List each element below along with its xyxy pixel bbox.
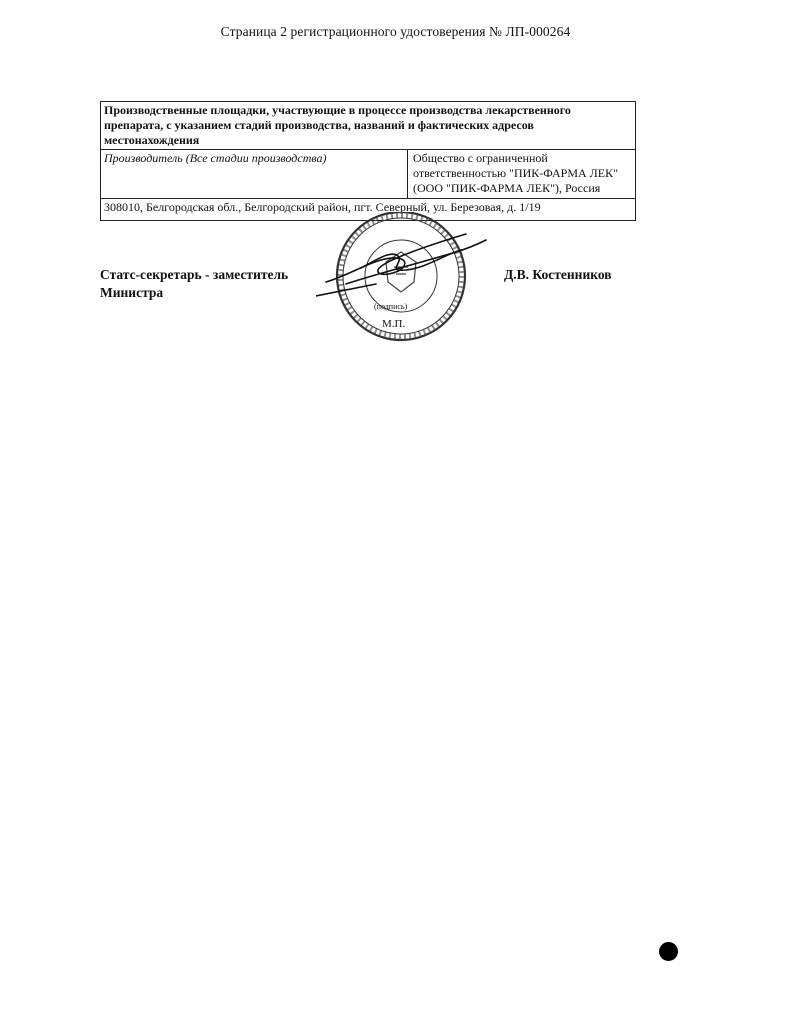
organization-line: Общество с ограниченной bbox=[413, 151, 548, 165]
page-header: Страница 2 регистрационного удостоверения № ЛП-000264 bbox=[220, 24, 571, 39]
signer-title bbox=[100, 266, 288, 302]
production-sites-table bbox=[100, 101, 636, 221]
address-cell: 308010, Белгородская обл., Белгородский район, пгт. Северный, ул. Березовая, д. 1/19 bbox=[101, 199, 636, 221]
manufacturer-role-cell: Производитель (Все стадии производства) bbox=[101, 150, 408, 199]
table-heading: Производственные площадки, участвующие в процессе производства лекарственного препарата, с указанием стадий производства, названий и фактических адресов местонахождения bbox=[101, 102, 636, 150]
signature-caption: (подпись) bbox=[374, 302, 408, 311]
table-row bbox=[101, 150, 636, 199]
signer-name: Д.В. Костенников bbox=[504, 267, 612, 282]
signer-title-line: Министра bbox=[100, 285, 164, 300]
signer-title-line: Статс-секретарь - заместитель bbox=[100, 267, 289, 282]
organization-line: (ООО "ПИК-ФАРМА ЛЕК"), Россия bbox=[413, 181, 601, 195]
organization-line: ответственностью "ПИК-ФАРМА ЛЕК" bbox=[413, 166, 619, 180]
page-marker-dot bbox=[659, 942, 678, 961]
table-row bbox=[101, 102, 636, 150]
organization-cell bbox=[408, 150, 636, 199]
seal-place-label: М.П. bbox=[382, 318, 406, 330]
